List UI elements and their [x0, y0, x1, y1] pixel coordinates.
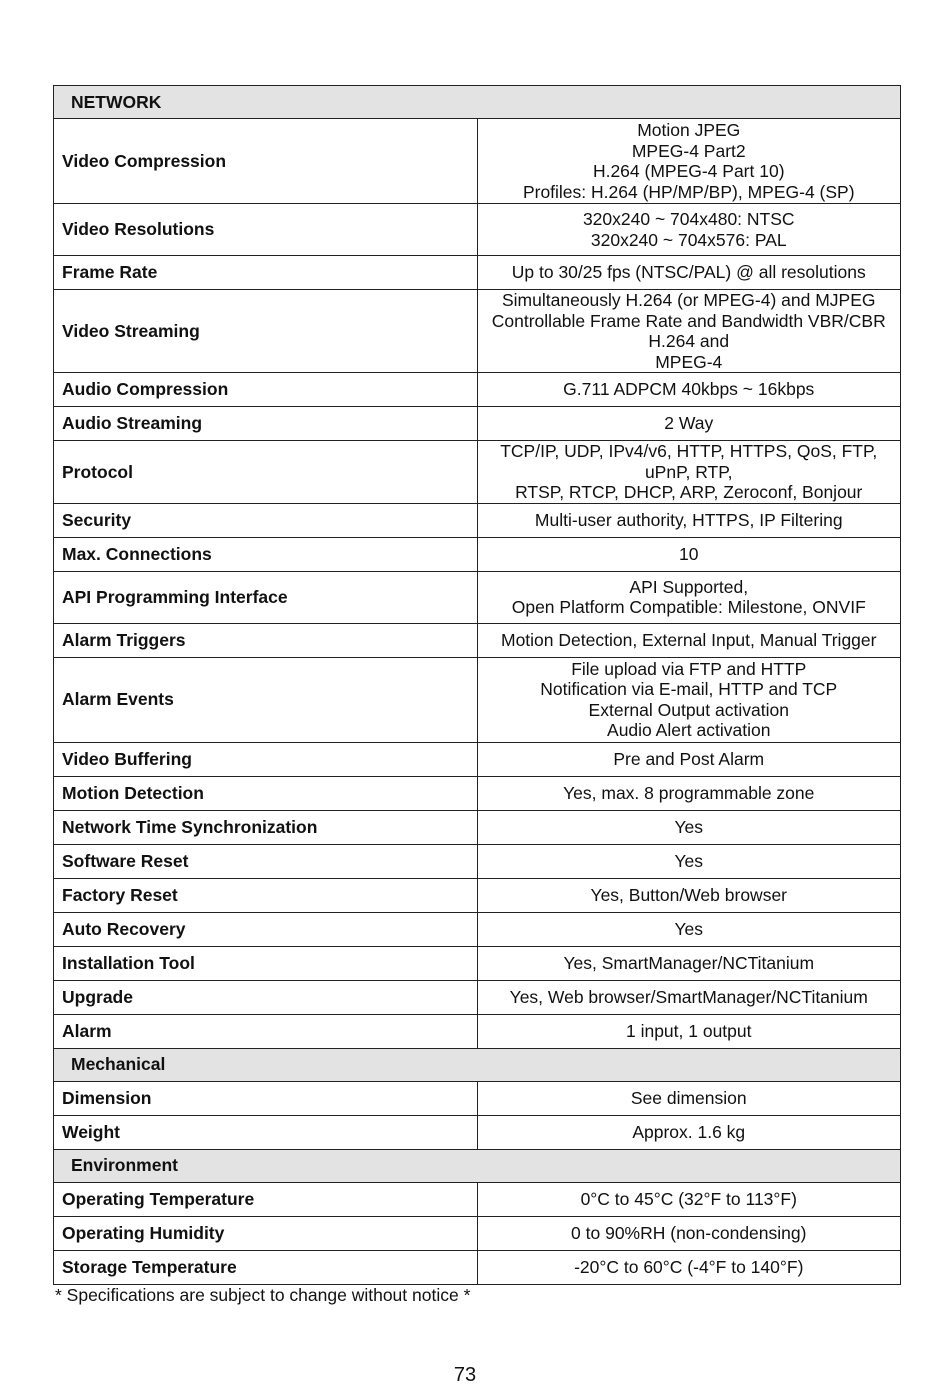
section-header-row — [54, 1149, 901, 1182]
spec-label: Video Resolutions — [54, 204, 478, 256]
footnote: * Specifications are subject to change without notice * — [55, 1285, 471, 1305]
spec-value-line: Simultaneously H.264 (or MPEG-4) and MJPEG — [502, 290, 876, 310]
section-title: Mechanical — [54, 1048, 901, 1081]
spec-value — [477, 256, 901, 290]
spec-label: Alarm Events — [54, 657, 478, 742]
spec-row — [54, 1081, 901, 1115]
spec-row — [54, 204, 901, 256]
spec-value-line: File upload via FTP and HTTP — [571, 658, 807, 679]
spec-value-line: MPEG-4 — [655, 351, 723, 372]
spec-label: Motion Detection — [54, 776, 478, 810]
spec-row — [54, 1115, 901, 1149]
spec-value — [477, 537, 901, 571]
spec-value-line: Motion JPEG — [637, 120, 741, 140]
spec-value-line: 0°C to 45°C (32°F to 113°F) — [580, 1188, 797, 1209]
spec-value-line: External Output activation — [588, 699, 789, 720]
spec-value-line: RTSP, RTCP, DHCP, ARP, Zeroconf, Bonjour — [515, 482, 863, 502]
spec-value-line: Up to 30/25 fps (NTSC/PAL) @ all resolutions — [511, 262, 866, 283]
spec-value-line: -20°C to 60°C (-4°F to 140°F) — [574, 1256, 804, 1277]
spec-label: Security — [54, 503, 478, 537]
spec-value — [477, 776, 901, 810]
spec-row — [54, 503, 901, 537]
spec-value-line: Open Platform Compatible: Milestone, ONVIF — [511, 597, 866, 617]
spec-value — [477, 290, 901, 373]
spec-value-line: Multi-user authority, HTTPS, IP Filtering — [534, 509, 843, 530]
spec-label: Frame Rate — [54, 256, 478, 290]
spec-table — [53, 85, 901, 1285]
spec-label: Storage Temperature — [54, 1250, 478, 1284]
spec-label: Max. Connections — [54, 537, 478, 571]
spec-value-line: Controllable Frame Rate and Bandwidth VBR/CBR H.264 and — [491, 310, 886, 351]
section-title: Environment — [54, 1149, 901, 1182]
spec-row — [54, 946, 901, 980]
spec-label: Alarm Triggers — [54, 623, 478, 657]
spec-label: Weight — [54, 1115, 478, 1149]
spec-value — [477, 204, 901, 256]
spec-row — [54, 571, 901, 623]
spec-value — [477, 878, 901, 912]
spec-value-line: Yes — [674, 850, 704, 871]
spec-label: API Programming Interface — [54, 571, 478, 623]
spec-row — [54, 407, 901, 441]
spec-value — [477, 1081, 901, 1115]
spec-value — [477, 844, 901, 878]
spec-value-line: 10 — [679, 543, 699, 564]
spec-label: Network Time Synchronization — [54, 810, 478, 844]
spec-value — [477, 407, 901, 441]
spec-label: Operating Temperature — [54, 1182, 478, 1216]
spec-value — [477, 1182, 901, 1216]
spec-value — [477, 571, 901, 623]
spec-value-line: Yes, max. 8 programmable zone — [563, 782, 815, 803]
spec-row — [54, 119, 901, 204]
spec-value-line: MPEG-4 Part2 — [631, 140, 746, 161]
spec-row — [54, 980, 901, 1014]
spec-value-line: 320x240 ~ 704x480: NTSC — [582, 209, 795, 229]
spec-row — [54, 537, 901, 571]
section-title: NETWORK — [54, 86, 901, 119]
spec-label: Dimension — [54, 1081, 478, 1115]
spec-value-line: Audio Alert activation — [607, 720, 771, 740]
spec-label: Video Streaming — [54, 290, 478, 373]
spec-value-line: Yes, SmartManager/NCTitanium — [563, 952, 815, 973]
spec-value-line: API Supported, — [629, 576, 749, 597]
spec-value-line: Yes — [674, 816, 704, 837]
spec-value — [477, 657, 901, 742]
spec-value-line: Motion Detection, External Input, Manual Trigger — [501, 629, 877, 650]
spec-value — [477, 1014, 901, 1048]
spec-row — [54, 623, 901, 657]
spec-value-line: G.711 ADPCM 40kbps ~ 16kbps — [563, 379, 815, 400]
spec-value — [477, 946, 901, 980]
spec-value — [477, 810, 901, 844]
spec-value — [477, 373, 901, 407]
spec-value — [477, 503, 901, 537]
spec-value-line: 0 to 90%RH (non-condensing) — [571, 1222, 807, 1243]
spec-value-line: See dimension — [630, 1087, 747, 1108]
spec-label: Video Compression — [54, 119, 478, 204]
spec-label: Upgrade — [54, 980, 478, 1014]
spec-value — [477, 1216, 901, 1250]
spec-value — [477, 742, 901, 776]
spec-value-line: 1 input, 1 output — [625, 1020, 752, 1041]
spec-value — [477, 441, 901, 504]
spec-row — [54, 1014, 901, 1048]
spec-table-body — [54, 86, 901, 1285]
spec-value-line: Approx. 1.6 kg — [632, 1121, 746, 1142]
spec-label: Video Buffering — [54, 742, 478, 776]
spec-label: Software Reset — [54, 844, 478, 878]
spec-row — [54, 742, 901, 776]
spec-label: Audio Compression — [54, 373, 478, 407]
spec-label: Operating Humidity — [54, 1216, 478, 1250]
spec-label: Alarm — [54, 1014, 478, 1048]
spec-row — [54, 1182, 901, 1216]
spec-value-line: Yes — [674, 918, 704, 939]
spec-row — [54, 844, 901, 878]
spec-row — [54, 441, 901, 504]
spec-value-line: H.264 (MPEG-4 Part 10) — [592, 161, 785, 181]
spec-row — [54, 810, 901, 844]
spec-row — [54, 657, 901, 742]
spec-value-line: Notification via E-mail, HTTP and TCP — [540, 679, 838, 699]
spec-row — [54, 912, 901, 946]
page-number: 73 — [453, 1364, 477, 1386]
spec-value — [477, 623, 901, 657]
spec-row — [54, 878, 901, 912]
spec-value — [477, 1250, 901, 1284]
spec-row — [54, 256, 901, 290]
spec-value — [477, 980, 901, 1014]
spec-value-line: Yes, Button/Web browser — [590, 884, 787, 905]
spec-value-line: Pre and Post Alarm — [613, 748, 765, 769]
section-header-row — [54, 86, 901, 119]
spec-value — [477, 1115, 901, 1149]
spec-value-line: 2 Way — [664, 413, 714, 434]
spec-row — [54, 776, 901, 810]
spec-label: Protocol — [54, 441, 478, 504]
section-header-row — [54, 1048, 901, 1081]
spec-value-line: 320x240 ~ 704x576: PAL — [590, 229, 787, 250]
spec-label: Audio Streaming — [54, 407, 478, 441]
spec-label: Factory Reset — [54, 878, 478, 912]
spec-value — [477, 119, 901, 204]
spec-label: Auto Recovery — [54, 912, 478, 946]
spec-row — [54, 1216, 901, 1250]
spec-value — [477, 912, 901, 946]
spec-row — [54, 1250, 901, 1284]
spec-value-line: Yes, Web browser/SmartManager/NCTitanium — [509, 986, 868, 1007]
spec-value-line: Profiles: H.264 (HP/MP/BP), MPEG-4 (SP) — [522, 181, 855, 202]
spec-value-line: TCP/IP, UDP, IPv4/v6, HTTP, HTTPS, QoS, FTP, uPnP, RTP, — [500, 441, 878, 482]
spec-label: Installation Tool — [54, 946, 478, 980]
spec-row — [54, 290, 901, 373]
spec-row — [54, 373, 901, 407]
